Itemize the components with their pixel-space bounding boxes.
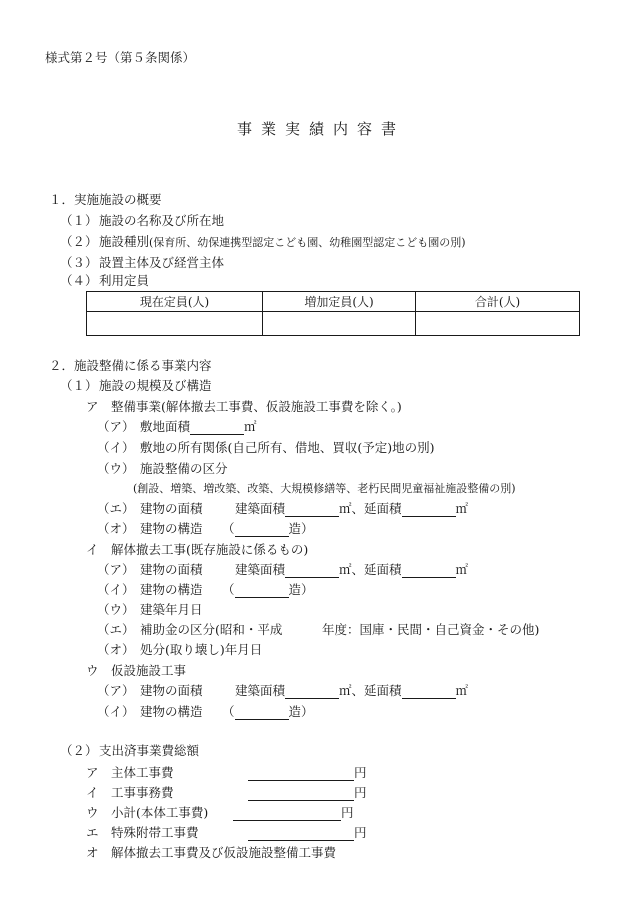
b1-building-area-label: 建築面積: [235, 562, 286, 577]
c1-floor-area-label: 、延面積: [351, 683, 402, 698]
a1-text: 敷地面積: [140, 419, 191, 434]
e3-amount-field[interactable]: [233, 805, 341, 821]
e5-text: 解体撤去工事費及び仮設施設整備工事費: [111, 845, 337, 860]
a4-building-area-field[interactable]: [285, 501, 339, 517]
c2-text: 建物の構造: [140, 704, 203, 719]
c2-number: （イ）: [97, 704, 135, 719]
b4-number: （エ）: [97, 622, 135, 637]
form-label: 様式第２号（第５条関係）: [45, 50, 196, 65]
e3-label: ウ: [86, 805, 99, 820]
b2-open-paren: （: [222, 582, 235, 597]
b1-text: 建物の面積: [140, 562, 203, 577]
e2-yen: 円: [354, 785, 367, 800]
header-increased-capacity: 増加定員(人): [263, 292, 416, 312]
item-2-1-text: 施設の規模及び構造: [99, 378, 212, 393]
e1-amount-row: [248, 765, 367, 781]
sub-c-text: 仮設施設工事: [111, 663, 187, 678]
c1-building-area-field[interactable]: [285, 683, 339, 699]
a1-number: （ア）: [97, 419, 135, 434]
capacity-table-header-row: [87, 292, 580, 312]
b4-year-text: 年度：国庫・民間・自己資金・その他): [322, 622, 540, 637]
capacity-table-value-row: [87, 312, 580, 336]
a4-floor-area-field[interactable]: [402, 501, 456, 517]
item-1-2-note: (保育所、幼保連携型認定こども園、幼稚園型認定こども園の別): [149, 236, 466, 249]
b1-area-row: [235, 562, 468, 578]
cell-total-capacity[interactable]: [416, 312, 580, 336]
b4-text: 補助金の区分(昭和・平成: [140, 622, 283, 637]
a3-number: （ウ）: [97, 461, 135, 476]
a4-floor-area-unit: ㎡: [455, 501, 469, 516]
e1-amount-field[interactable]: [248, 765, 354, 781]
c1-floor-area-unit: ㎡: [455, 683, 469, 698]
a4-number: （エ）: [97, 501, 135, 516]
b2-structure-field[interactable]: [235, 582, 289, 598]
a3-text: 施設整備の区分: [140, 461, 228, 476]
a4-building-area-unit: ㎡: [339, 501, 352, 516]
item-2-2-text: 支出済事業費総額: [99, 743, 200, 758]
e3-yen: 円: [341, 805, 354, 820]
b1-floor-area-unit: ㎡: [455, 562, 469, 577]
section-1-heading: １．実施施設の概要: [49, 192, 162, 207]
a4-building-area-label: 建築面積: [235, 501, 286, 516]
a2-text: 敷地の所有関係(自己所有、借地、買収(予定)地の別): [140, 440, 435, 455]
c2-structure-field[interactable]: [235, 704, 289, 720]
item-1-3-number: （３）: [60, 255, 98, 270]
a1-row: [140, 419, 257, 435]
a5-structure-suffix: 造）: [288, 521, 314, 536]
e2-amount-row: [248, 785, 367, 801]
header-total-capacity: 合計(人): [416, 292, 580, 312]
sub-b-text: 解体撤去工事(既存施設に係るもの): [111, 542, 309, 557]
a4-floor-area-label: 、延面積: [351, 501, 402, 516]
b2-text: 建物の構造: [140, 582, 203, 597]
c2-structure-suffix: 造）: [288, 704, 314, 719]
section-2-heading: ２．施設整備に係る事業内容: [49, 358, 212, 373]
e1-yen: 円: [354, 765, 367, 780]
b5-number: （オ）: [97, 642, 135, 657]
e4-yen: 円: [354, 825, 367, 840]
b2-structure-row: [222, 582, 314, 598]
c1-area-row: [235, 683, 468, 699]
sub-a-text: 整備事業(解体撤去工事費、仮設施設工事費を除く。): [111, 399, 402, 414]
b1-number: （ア）: [97, 562, 135, 577]
a5-number: （オ）: [97, 521, 135, 536]
a5-open-paren: （: [222, 521, 235, 536]
item-1-1-number: （１）: [60, 213, 98, 228]
e2-amount-field[interactable]: [248, 785, 354, 801]
cell-increased-capacity[interactable]: [263, 312, 416, 336]
sub-c-label: ウ: [86, 663, 99, 678]
item-1-3-text: 設置主体及び経営主体: [99, 255, 225, 270]
site-area-field[interactable]: [190, 419, 244, 435]
capacity-table: [86, 291, 580, 336]
a2-number: （イ）: [97, 440, 135, 455]
c2-open-paren: （: [222, 704, 235, 719]
a1-unit: ㎡: [244, 419, 257, 434]
e4-amount-row: [248, 825, 367, 841]
b1-floor-area-label: 、延面積: [351, 562, 402, 577]
e1-text: 主体工事費: [111, 765, 174, 780]
e2-label: イ: [86, 785, 99, 800]
cell-current-capacity[interactable]: [87, 312, 263, 336]
c1-text: 建物の面積: [140, 683, 203, 698]
c1-building-area-unit: ㎡: [339, 683, 352, 698]
item-2-1-number: （１）: [60, 378, 98, 393]
b1-building-area-field[interactable]: [285, 562, 339, 578]
e4-amount-field[interactable]: [248, 825, 354, 841]
sub-b-label: イ: [86, 542, 99, 557]
e3-text: 小計(本体工事費): [111, 805, 209, 820]
item-1-1-text: 施設の名称及び所在地: [99, 213, 225, 228]
b2-structure-suffix: 造）: [288, 582, 314, 597]
b1-building-area-unit: ㎡: [339, 562, 352, 577]
sub-a-label: ア: [86, 399, 99, 414]
c1-building-area-label: 建築面積: [235, 683, 286, 698]
a3-note: (創設、増築、増改築、改築、大規模修繕等、老朽民間児童福祉施設整備の別): [133, 482, 516, 495]
e3-amount-row: [233, 805, 354, 821]
a4-area-row: [235, 501, 468, 517]
item-1-4-number: （４）: [60, 273, 98, 288]
b3-number: （ウ）: [97, 602, 135, 617]
c1-number: （ア）: [97, 683, 135, 698]
e4-text: 特殊附帯工事費: [111, 825, 199, 840]
c1-floor-area-field[interactable]: [402, 683, 456, 699]
e5-label: オ: [86, 845, 99, 860]
item-1-2-text: 施設種別: [99, 234, 150, 249]
b5-text: 処分(取り壊し)年月日: [140, 642, 263, 657]
document-title: 事業実績内容書: [237, 120, 406, 138]
e1-label: ア: [86, 765, 99, 780]
c2-structure-row: [222, 704, 314, 720]
e4-label: エ: [86, 825, 99, 840]
b3-text: 建築年月日: [140, 602, 203, 617]
item-2-2-number: （２）: [60, 743, 98, 758]
item-1-2-row: [99, 234, 466, 251]
a5-structure-field[interactable]: [235, 521, 289, 537]
a5-structure-row: [222, 521, 314, 537]
e2-text: 工事事務費: [111, 785, 174, 800]
b2-number: （イ）: [97, 582, 135, 597]
item-1-4-text: 利用定員: [99, 273, 150, 288]
a4-text: 建物の面積: [140, 501, 203, 516]
b1-floor-area-field[interactable]: [402, 562, 456, 578]
a5-text: 建物の構造: [140, 521, 203, 536]
header-current-capacity: 現在定員(人): [87, 292, 263, 312]
item-1-2-number: （２）: [60, 234, 98, 249]
